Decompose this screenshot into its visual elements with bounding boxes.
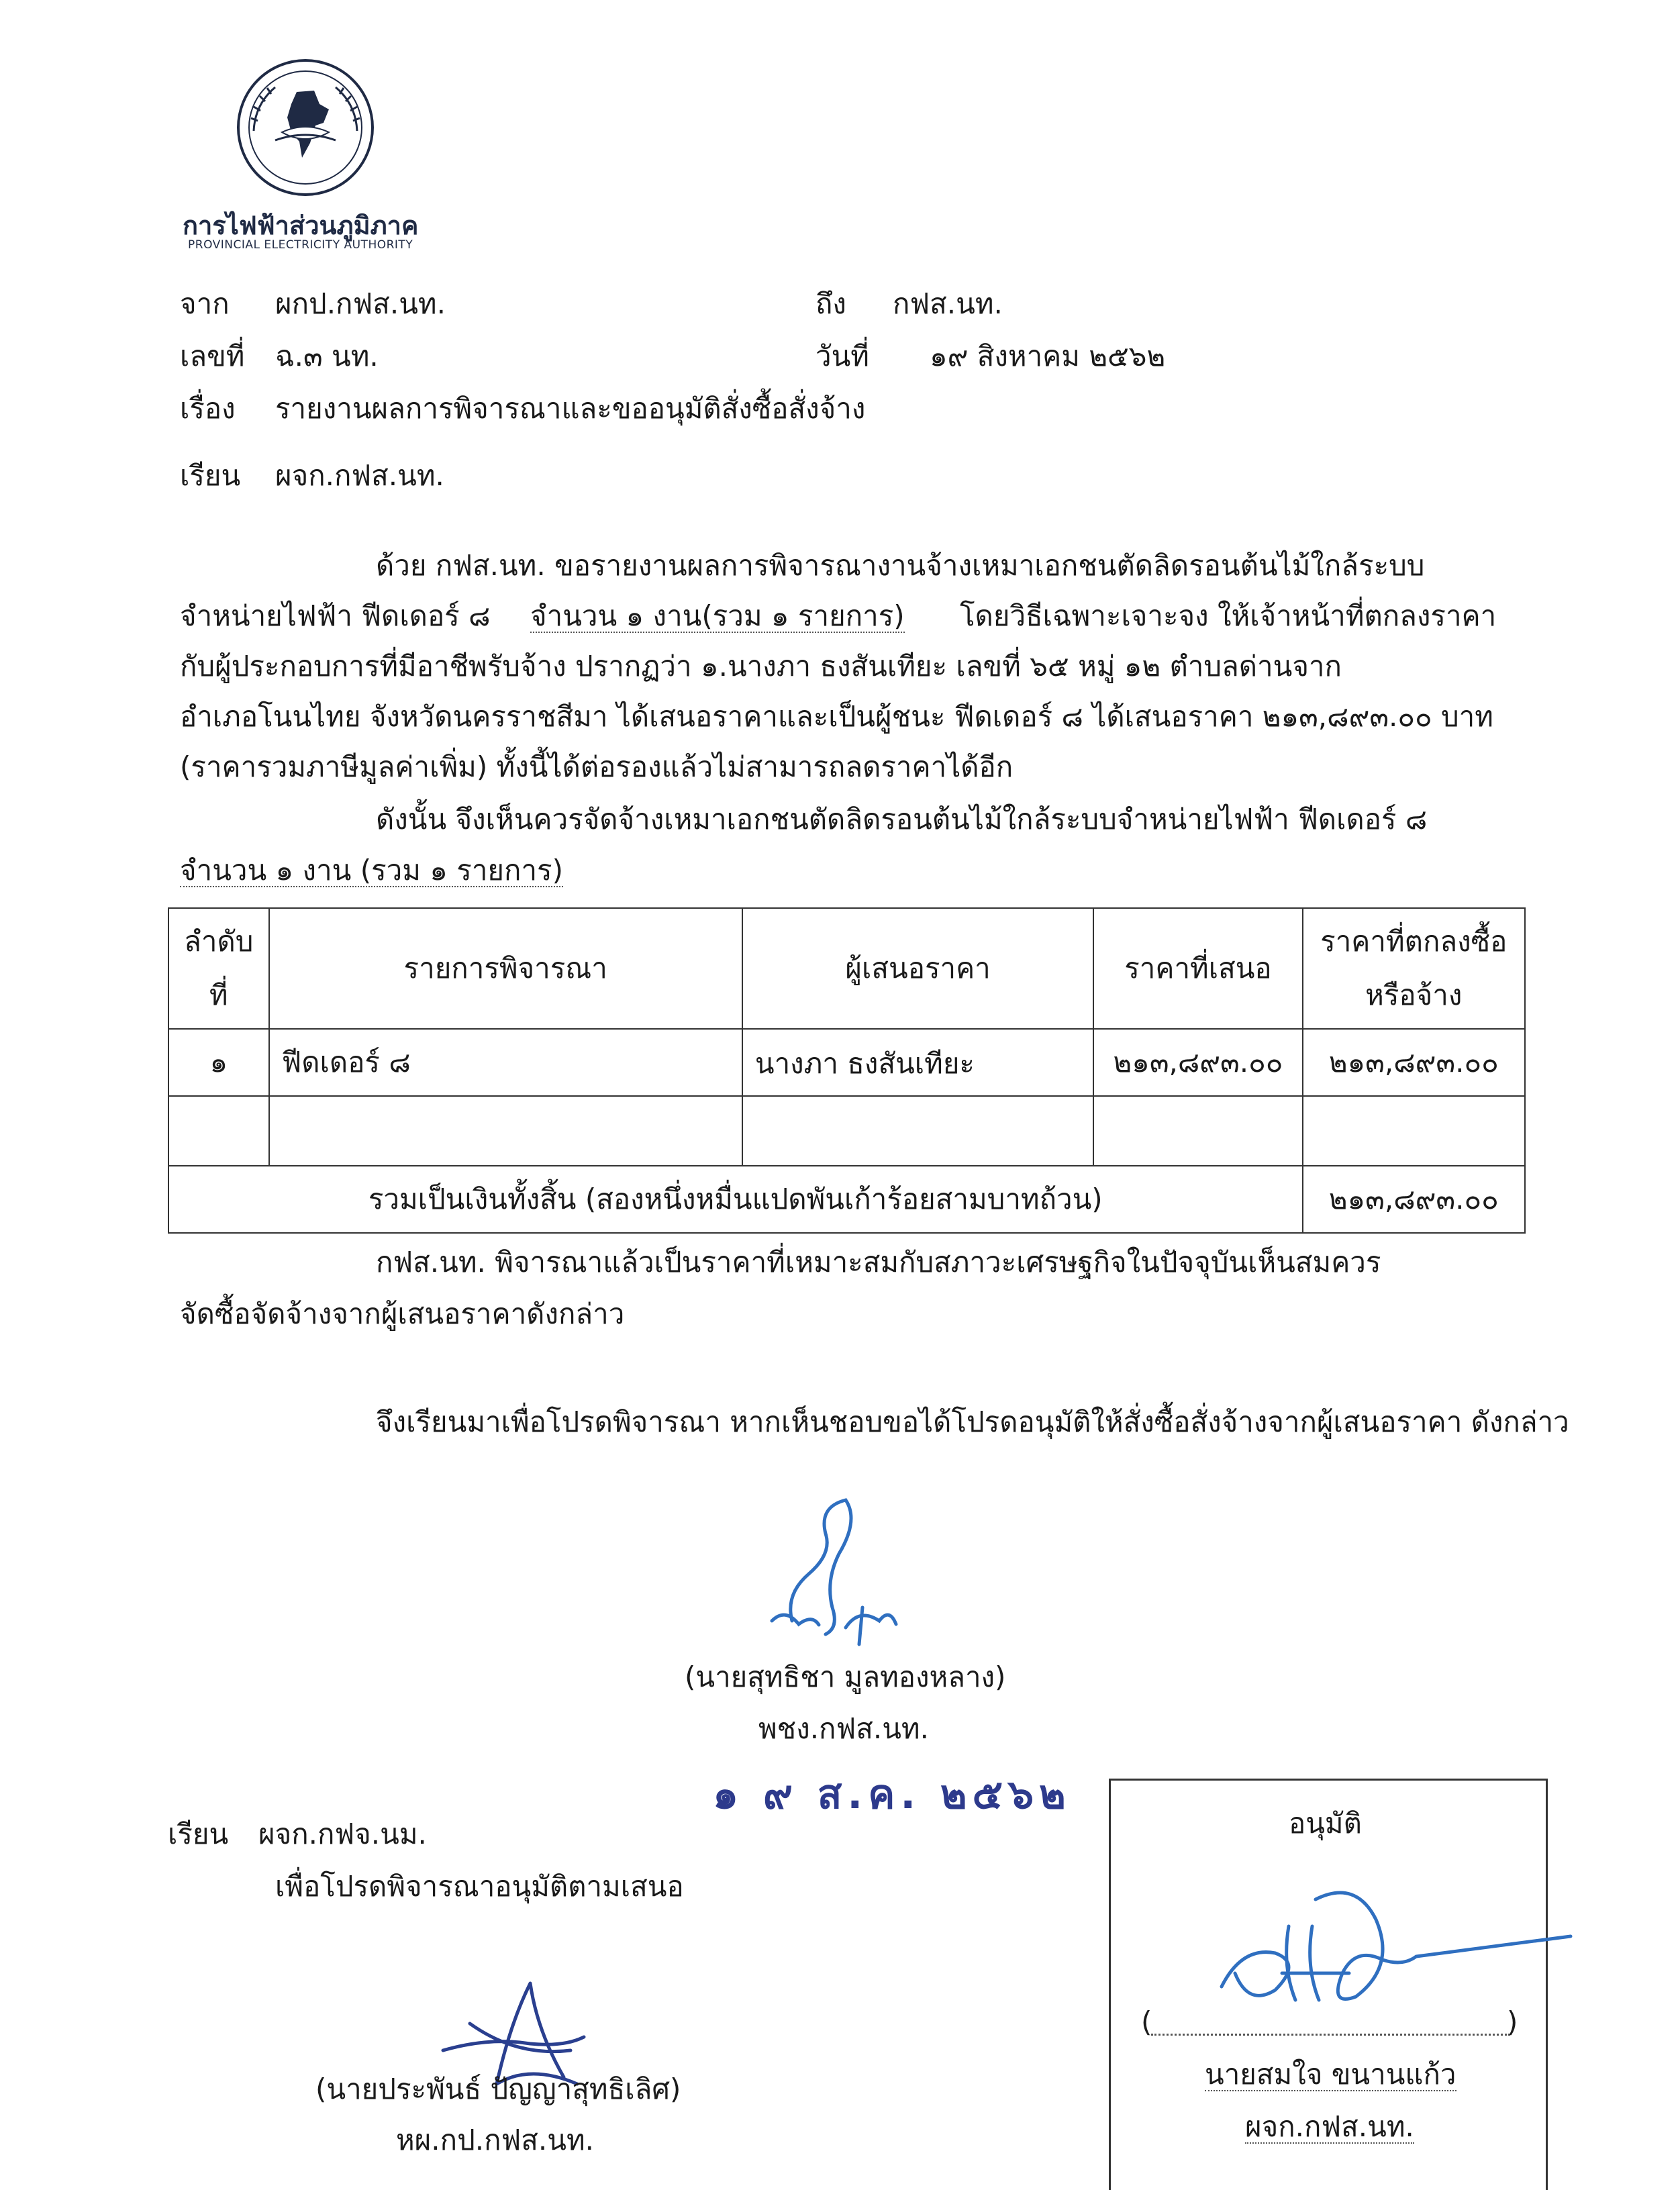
- signature-1: [745, 1493, 920, 1648]
- paragraph-1-line-1: ด้วย กฟส.นท. ขอรายงานผลการพิจารณางานจ้างเหมาเอกชนตัดลิดรอนต้นไม้ใกล้ระบบ: [376, 549, 1425, 582]
- row-offer-price: ๒๑๓,๘๙๓.๐๐: [1093, 1029, 1302, 1096]
- to-value: กฟส.นท.: [893, 287, 1003, 320]
- pea-logo: [235, 57, 376, 198]
- doc-no-value: ฉ.๓ นท.: [275, 340, 379, 372]
- signer-2-name: (นายประพันธ์ ปัญญาสุทธิเลิศ): [315, 2073, 681, 2105]
- paragraph-1-line-5: (ราคารวมภาษีมูลค่าเพิ่ม) ทั้งนี้ได้ต่อรองแล้วไม่สามารถลดราคาได้อีก: [180, 750, 1014, 783]
- header-agreed-line-2: หรือจ้าง: [1365, 979, 1463, 1011]
- approver-position: ผจก.กฟส.นท.: [1245, 2110, 1414, 2143]
- approval-paren-close: ): [1507, 2005, 1518, 2038]
- attention-label: เรียน: [180, 459, 241, 492]
- from-value: ผกป.กฟส.นท.: [275, 287, 446, 320]
- header-item: รายการพิจารณา: [269, 908, 742, 1029]
- approval-paren-open: (: [1141, 2005, 1152, 2038]
- table-total-row: [168, 1166, 1525, 1233]
- doc-no-label: เลขที่: [180, 340, 245, 372]
- org-name-english: PROVINCIAL ELECTRICITY AUTHORITY: [188, 238, 413, 252]
- paragraph-3-line-1: กฟส.นท. พิจารณาแล้วเป็นราคาที่เหมาะสมกับสภาวะเศรษฐกิจในปัจจุบันเห็นสมควร: [376, 1246, 1381, 1279]
- approver-name: นายสมใจ ขนานแก้ว: [1205, 2058, 1456, 2091]
- paragraph-2-line-2: จำนวน ๑ งาน (รวม ๑ รายการ): [180, 854, 563, 887]
- paragraph-1-line-2c: โดยวิธีเฉพาะเจาะจง ให้เจ้าหน้าที่ตกลงราคา: [960, 599, 1497, 632]
- subject-value: รายงานผลการพิจารณาและขออนุมัติสั่งซื้อสั่งจ้าง: [275, 392, 866, 425]
- row-bidder: นางภา ธงสันเทียะ: [742, 1029, 1093, 1096]
- approval-signature-line: [1151, 2034, 1510, 2036]
- paragraph-1-line-4: อำเภอโนนไทย จังหวัดนครราชสีมา ได้เสนอราคาและเป็นผู้ชนะ ฟีดเดอร์ ๘ ได้เสนอราคา ๒๑๓,๘๙๓.๐๐ บาท: [180, 700, 1493, 733]
- org-name-thai: การไฟฟ้าส่วนภูมิภาค: [183, 211, 419, 240]
- approver-signature: [1195, 1873, 1577, 2027]
- bid-table: [168, 907, 1526, 1234]
- row-agreed-price: ๒๑๓,๘๙๓.๐๐: [1303, 1029, 1525, 1096]
- forward-attention-value: ผจก.กฟจ.นม.: [258, 1818, 427, 1850]
- header-agreed-line-1: ราคาที่ตกลงซื้อ: [1320, 925, 1508, 958]
- total-value: ๒๑๓,๘๙๓.๐๐: [1303, 1166, 1525, 1233]
- paragraph-4: จึงเรียนมาเพื่อโปรดพิจารณา หากเห็นชอบขอได้โปรดอนุมัติให้สั่งซื้อสั่งจ้างจากผู้เสนอราคา ดังกล่าว: [376, 1405, 1569, 1438]
- header-seq-line-2: ที่: [209, 979, 228, 1011]
- paragraph-3-line-2: จัดซื้อจัดจ้างจากผู้เสนอราคาดังกล่าว: [180, 1297, 625, 1330]
- header-bidder: ผู้เสนอราคา: [742, 908, 1093, 1029]
- to-label: ถึง: [816, 287, 846, 320]
- header-seq-line-1: ลำดับ: [184, 925, 254, 958]
- table-row-empty: [168, 1096, 1525, 1166]
- paragraph-2-line-1: ดังนั้น จึงเห็นควรจัดจ้างเหมาเอกชนตัดลิดรอนต้นไม้ใกล้ระบบจำหน่ายไฟฟ้า ฟีดเดอร์ ๘: [376, 803, 1428, 836]
- forward-attention-label: เรียน: [168, 1818, 229, 1850]
- row-seq: ๑: [168, 1029, 269, 1096]
- paragraph-1-line-3: กับผู้ประกอบการที่มีอาชีพรับจ้าง ปรากฏว่า ๑.นางภา ธงสันเทียะ เลขที่ ๖๕ หมู่ ๑๒ ตำบลด่านจาก: [180, 650, 1342, 683]
- approval-title: อนุมัติ: [1289, 1807, 1362, 1840]
- from-label: จาก: [180, 287, 230, 320]
- signer-2-position: หผ.กป.กฟส.นท.: [396, 2124, 594, 2156]
- forward-purpose: เพื่อโปรดพิจารณาอนุมัติตามเสนอ: [275, 1870, 684, 1903]
- header-seq: [168, 908, 269, 1029]
- header-agreed-price: [1303, 908, 1525, 1029]
- paragraph-1-line-2b: จำนวน ๑ งาน(รวม ๑ รายการ): [530, 599, 905, 632]
- paragraph-1-line-2a: จำหน่ายไฟฟ้า ฟีดเดอร์ ๘: [180, 599, 491, 632]
- header-offer-price: ราคาที่เสนอ: [1093, 908, 1302, 1029]
- date-value: ๑๙ สิงหาคม ๒๕๖๒: [930, 340, 1166, 372]
- attention-value: ผจก.กฟส.นท.: [275, 459, 444, 492]
- row-item: ฟีดเดอร์ ๘: [269, 1029, 742, 1096]
- date-stamp: ๑ ๙ ส.ค. ๒๕๖๒: [713, 1771, 1071, 1818]
- signer-1-position: พชง.กฟส.นท.: [758, 1712, 929, 1745]
- signer-1-name: (นายสุทธิชา มูลทองหลาง): [685, 1660, 1006, 1693]
- total-label: รวมเป็นเงินทั้งสิ้น (สองหนึ่งหมื่นแปดพันเก้าร้อยสามบาทถ้วน): [168, 1166, 1303, 1233]
- subject-label: เรื่อง: [180, 392, 236, 425]
- date-label: วันที่: [816, 340, 869, 372]
- table-row: [168, 1029, 1525, 1096]
